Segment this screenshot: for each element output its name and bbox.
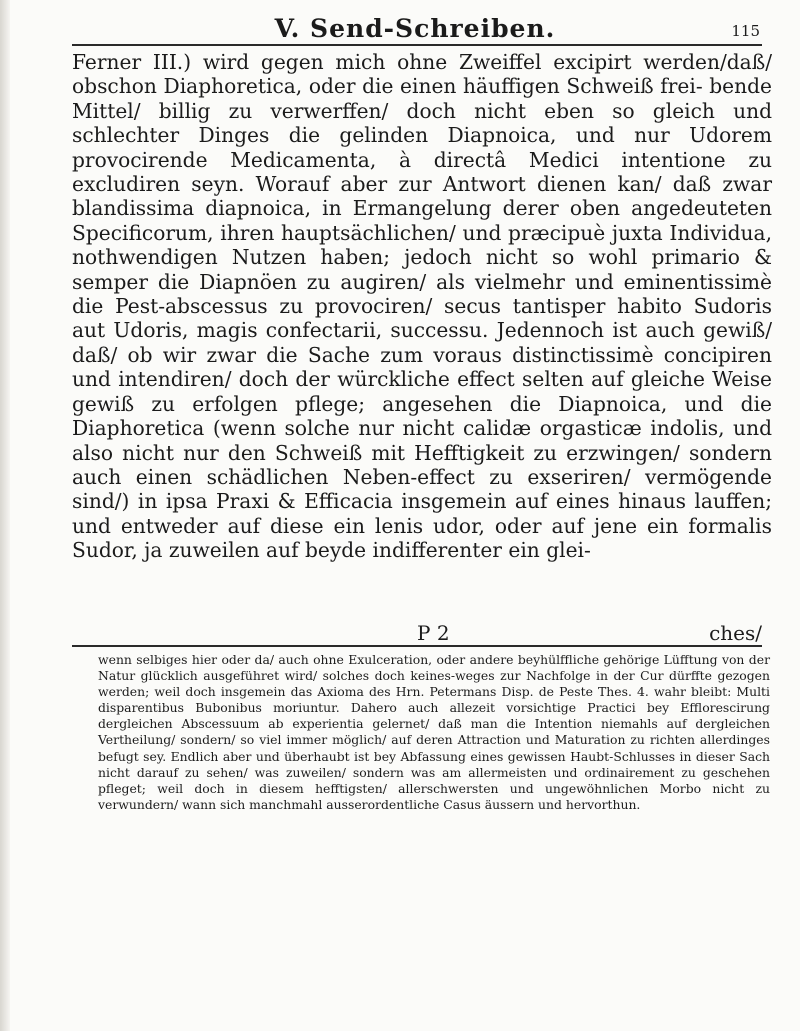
header-rule <box>72 44 762 46</box>
footnote-block <box>98 652 770 813</box>
running-head-title: V. Send-Schreiben. <box>274 14 556 43</box>
running-head <box>70 14 760 44</box>
footnote-text: wenn selbiges hier oder da/ auch ohne Exulceration, oder andere beyhülffliche gehörige Lüfftung von der Natur glücklich ausgeführet wird/ solches doch keines-weges zur Nachfolge in der Cur dürffte gezogen werden; weil doch insgemein das Axioma des Hrn. Petermans Disp. de Peste Thes. 4. wahr bleibt: Multi disparentibus Bubonibus moriuntur. Dahero auch allezeit vorsichtige Practici bey Efflorescirung dergleichen Abscessuum ab experientia gelernet/ daß man die Intention niemahls auf dergleichen Vertheilung/ sondern/ so viel immer möglich/ auf deren Attraction und Maturation zu richten allerdinges befugt sey. Endlich aber und überhaubt ist bey Abfassung eines gewissen Haubt-Schlusses in dieser Sach nicht darauf zu sehen/ was zuweilen/ sondern was am allermeisten und ordinairement zu geschehen pfleget; weil doch in diesem hefftigsten/ allerschwersten und ungewöhnlichen Morbo nicht zu verwundern/ wann sich manchmahl ausserordentliche Casus äussern und hervorthun. <box>98 652 770 812</box>
footnote-rule <box>72 645 762 647</box>
page-foot-line <box>72 621 762 645</box>
main-paragraph: Ferner III.) wird gegen mich ohne Zweiffel excipirt werden/daß/ obschon Diaphoretica, oder die einen häuffigen Schweiß frei- bende Mittel/ billig zu verwerffen/ doch nicht eben so gleich und schlechter Dinges die gelinden Diapnoica, und nur Udorem provocirende Medicamenta, à directâ Medici intentione zu excludiren seyn. Worauf aber zur Antwort dienen kan/ daß zwar blandissima diapnoica, in Ermangelung derer oben angedeuteten Specificorum, ihren hauptsächlichen/ und præcipuè juxta Individua, nothwendigen Nutzen haben; jedoch nicht so wohl primario & semper die Diapnöen zu augiren/ als vielmehr und eminentissimè die Pest-abscessus zu provociren/ secus tantisper habito Sudoris aut Udoris, magis confectarii, successu. Jedennoch ist auch gewiß/ daß/ ob wir zwar die Sache zum voraus distinctissimè concipiren und intendiren/ doch der würckliche effect selten auf gleiche Weise gewiß zu erfolgen pflege; angesehen die Diapnoica, und die Diaphoretica (wenn solche nur nicht calidæ orgasticæ indolis, und also nicht nur den Schweiß mit Hefftigkeit zu erzwingen/ sondern auch einen schädlichen Neben-effect zu exseriren/ vermögende sind/) in ipsa Praxi & Efficacia insgemein auf eines hinaus lauffen; und entweder auf diese ein lenis udor, oder auf jene ein formalis Sudor, ja zuweilen auf beyde indifferenter ein glei- <box>72 50 772 563</box>
catchword: ches/ <box>709 621 762 645</box>
page-number: 115 <box>731 22 760 40</box>
page-gutter-shadow <box>0 0 10 1031</box>
main-text-block <box>72 50 772 563</box>
signature-mark: P 2 <box>417 621 450 645</box>
